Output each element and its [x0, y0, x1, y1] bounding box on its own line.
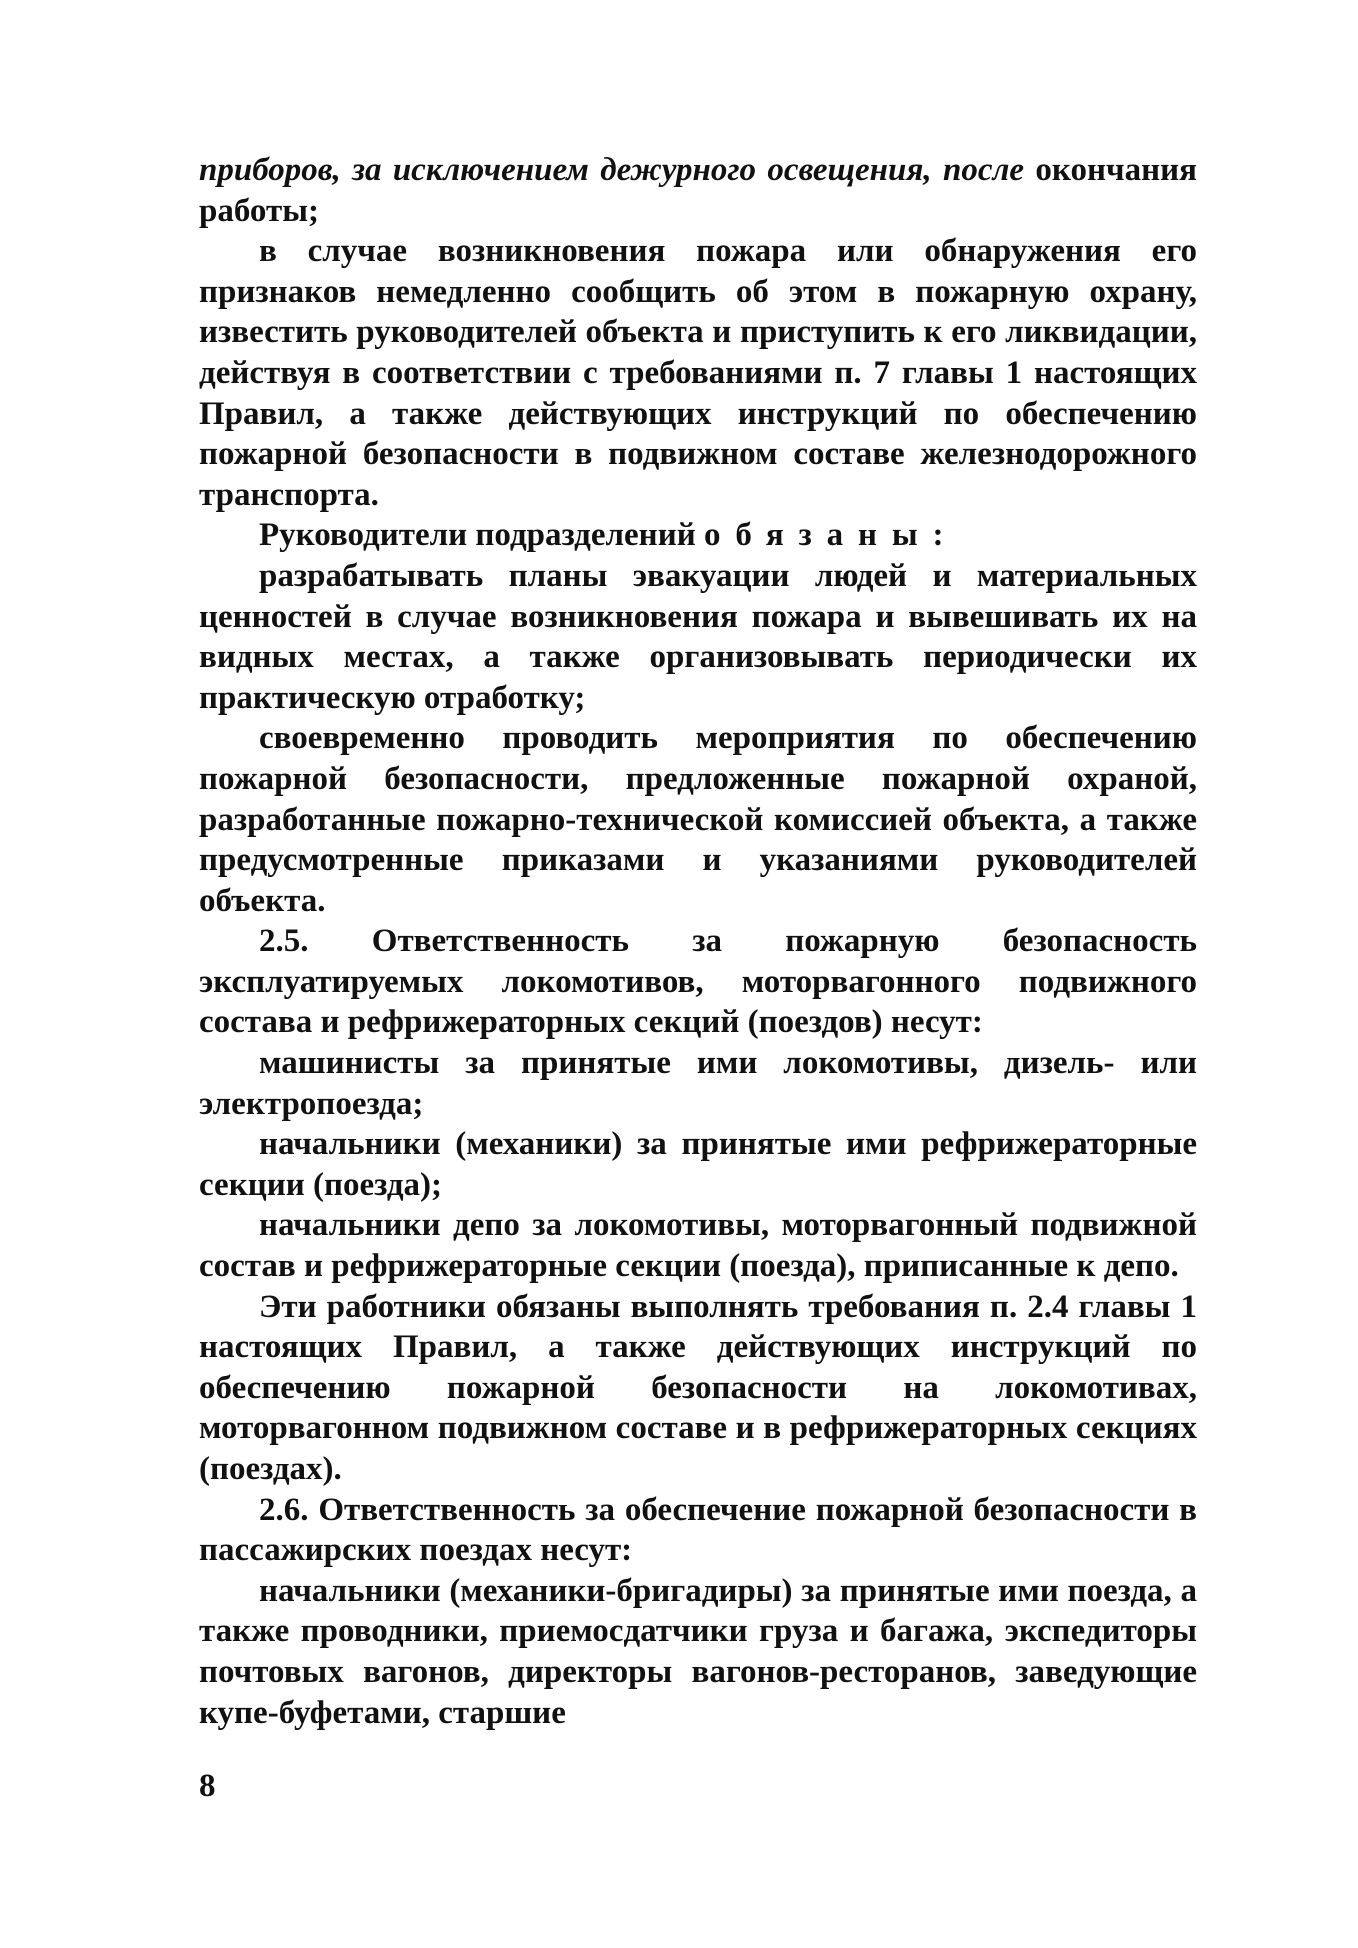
paragraph-text: :	[932, 517, 944, 554]
section-2-6: 2.6. Ответственность за обеспечение пожарной безопасности в пассажирских поездах несут:	[199, 1491, 1197, 1569]
paragraph-heading	[199, 515, 1197, 556]
paragraph: разрабатывать планы эвакуации людей и материальных ценностей в случае возникновения пожара и вывешивать их на видных местах, а также организовывать периодически их практическую отработку;	[199, 557, 1197, 716]
paragraph: машинисты за принятые ими локомотивы, дизель- или электропоезда;	[199, 1045, 1197, 1122]
paragraph-continuation	[199, 150, 1197, 231]
paragraph: Эти работники обязаны выполнять требования п. 2.4 главы 1 настоящих Правил, а также действующих инструкций по обеспечению пожарной безопасности на локомотивах, моторвагонном подвижном составе и в рефрижераторных секциях (поездах).	[199, 1288, 1197, 1487]
page-number: 8	[199, 1768, 216, 1804]
paragraph: начальники (механики-бригадиры) за принятые ими поезда, а также проводники, приемосдатчики груза и багажа, экспедиторы почтовых вагонов, директоры вагонов-ресторанов, заведующие купе-буфетами, старшие	[199, 1572, 1197, 1731]
paragraph-text: окончания работы;	[199, 152, 1198, 229]
document-body	[199, 150, 1197, 1733]
paragraph: начальники (механики) за принятые ими рефрижераторные секции (поезда);	[199, 1126, 1197, 1203]
spaced-emphasis: обязаны	[703, 517, 933, 554]
italic-text: приборов, за исключением дежурного освещения, после	[199, 152, 1025, 188]
paragraph: в случае возникновения пожара или обнаружения его признаков немедленно сообщить об этом в пожарную охрану, известить руководителей объекта и приступить к его ликвидации, действуя в соответствии с требованиями п. 7 главы 1 настоящих Правил, а также действующих инструкций по обеспечению пожарной безопасности в подвижном составе железнодорожного транспорта.	[199, 233, 1197, 513]
paragraph: начальники депо за локомотивы, моторвагонный подвижной состав и рефрижераторные секции (поезда), приписанные к депо.	[199, 1207, 1197, 1285]
paragraph-text: Руководители подразделений	[259, 517, 704, 554]
paragraph: своевременно проводить мероприятия по обеспечению пожарной безопасности, предложенные пожарной охраной, разработанные пожарно-технической комиссией объекта, а также предусмотренные приказами и указаниями руководителей объекта.	[199, 720, 1197, 919]
section-2-5: 2.5. Ответственность за пожарную безопасность эксплуатируемых локомотивов, моторвагонного подвижного состава и рефрижераторных секций (поездов) несут:	[199, 923, 1197, 1041]
